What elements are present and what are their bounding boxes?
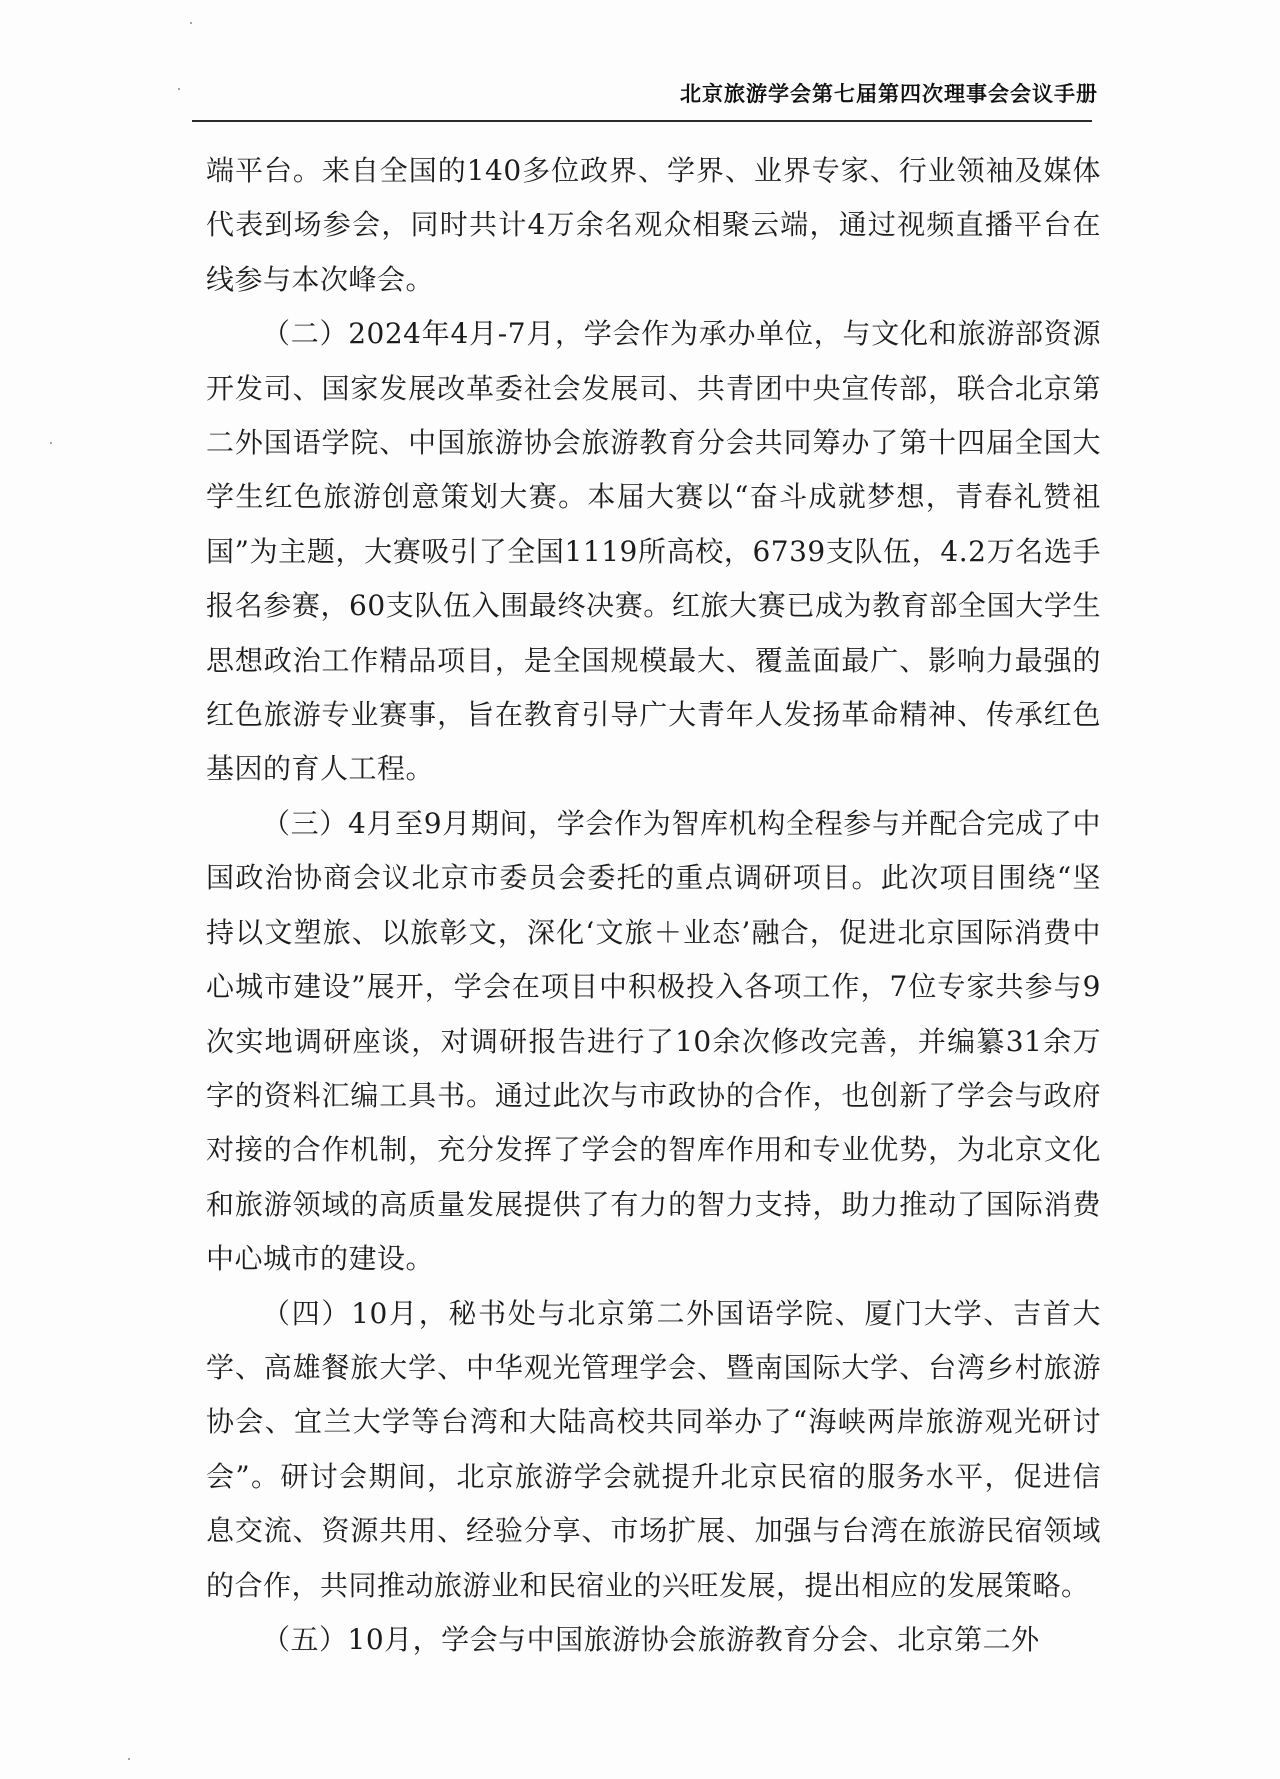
running-header-title: 北京旅游学会第七届第四次理事会会议手册 xyxy=(680,81,1098,106)
paragraph-item-3: （三）4月至9月期间，学会作为智库机构全程参与并配合完成了中国政治协商会议北京市委员会委托的重点调研项目。此次项目围绕“坚持以文塑旅、以旅彰文，深化‘文旅＋业态’融合，促进北京国际消费中心城市建设”展开，学会在项目中积极投入各项工作，7位专家共参与9次实地调研座谈，对调研报告进行了10余次修改完善，并编纂31余万字的资料汇编工具书。通过此次与市政协的合作，也创新了学会与政府对接的合作机制，充分发挥了学会的智库作用和专业优势，为北京文化和旅游领域的高质量发展提供了有力的智力支持，助力推动了国际消费中心城市的建设。 xyxy=(206,806,1101,1276)
scan-speck xyxy=(50,442,52,444)
scan-speck xyxy=(190,22,192,24)
scan-speck xyxy=(178,88,180,90)
paragraph-item-5: （五）10月，学会与中国旅游协会旅游教育分会、北京第二外 xyxy=(262,1622,1040,1656)
paragraph-item-4: （四）10月，秘书处与北京第二外国语学院、厦门大学、吉首大学、高雄餐旅大学、中华观光管理学会、暨南国际大学、台湾乡村旅游协会、宜兰大学等台湾和大陆高校共同举办了“海峡两岸旅游观光研讨会”。研讨会期间，北京旅游学会就提升北京民宿的服务水平，促进信息交流、资源共用、经验分享、市场扩展、加强与台湾在旅游民宿领域的合作，共同推动旅游业和民宿业的兴旺发展，提出相应的发展策略。 xyxy=(206,1296,1101,1602)
body-text xyxy=(206,144,1101,1667)
header-rule xyxy=(192,120,1092,122)
scan-speck xyxy=(128,1758,130,1760)
paragraph-item-2: （二）2024年4月-7月，学会作为承办单位，与文化和旅游部资源开发司、国家发展改革委社会发展司、共青团中央宣传部，联合北京第二外国语学院、中国旅游协会旅游教育分会共同筹办了第十四届全国大学生红色旅游创意策划大赛。本届大赛以“奋斗成就梦想，青春礼赞祖国”为主题，大赛吸引了全国1119所高校，6739支队伍，4.2万名选手报名参赛，60支队伍入围最终决赛。红旅大赛已成为教育部全国大学生思想政治工作精品项目，是全国规模最大、覆盖面最广、影响力最强的红色旅游专业赛事，旨在教育引导广大青年人发扬革命精神、传承红色基因的育人工程。 xyxy=(206,317,1101,786)
paragraph-continuation: 端平台。来自全国的140多位政界、学界、业界专家、行业领袖及媒体代表到场参会，同时共计4万余名观众相聚云端，通过视频直播平台在线参与本次峰会。 xyxy=(206,154,1101,296)
